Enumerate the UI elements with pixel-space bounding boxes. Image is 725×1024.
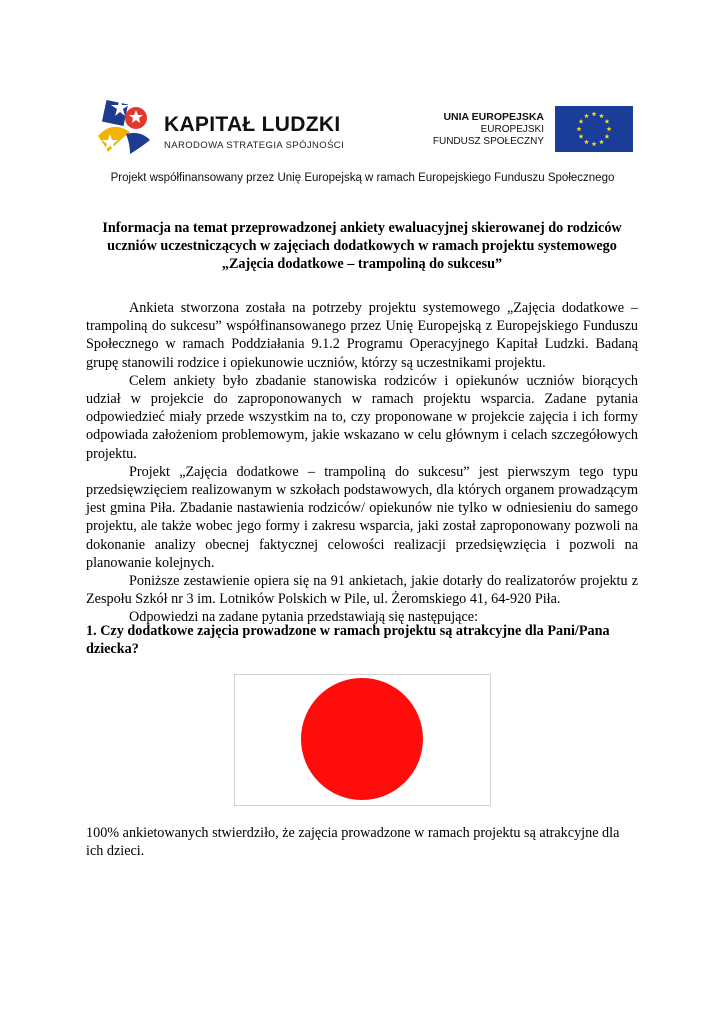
eu-fund-line-1: EUROPEJSKI [480, 124, 544, 135]
paragraph: Projekt „Zajęcia dodatkowe – trampoliną do sukcesu” jest pierwszym tego typu przedsięwzięciem realizowanym w szkołach podstawowych, dla których organem prowadzącym jest gmina Piła. Zbadanie nastawienia rodziców/ opiekunów nie tylko w odniesieniu do samego projektu, ale także wobec jego formy i zakresu wsparcia, jaki został zaproponowany pozwoli na dokonanie analizy obecnej faktycznej celowości realizacji przedsięwzięcia i pozwoli na planowanie kolejnych. [86, 463, 638, 571]
kapital-ludzki-title: KAPITAŁ LUDZKI [164, 113, 341, 136]
paragraph: Odpowiedzi na zadane pytania przedstawiają się następujące: [129, 609, 479, 626]
cofinancing-caption: Projekt współfinansowany przez Unię Europejską w ramach Europejskiego Funduszu Społecznego [110, 172, 615, 184]
answer-1: 100% ankietowanych stwierdziło, że zajęcia prowadzone w ramach projektu są atrakcyjne dla ich dzieci. [86, 825, 620, 860]
kapital-ludzki-subtitle: NARODOWA STRATEGIA SPÓJNOŚCI [164, 140, 345, 151]
pie-chart-canvas [235, 675, 490, 805]
kapital-ludzki-logo-icon [90, 96, 160, 162]
eu-title: UNIA EUROPEJSKA [443, 111, 544, 123]
pie-slice [301, 678, 423, 800]
pie-chart [234, 674, 491, 806]
eu-flag-icon [555, 106, 633, 152]
document-body [86, 299, 638, 627]
paragraph: Poniższe zestawienie opiera się na 91 ankietach, jakie dotarły do realizatorów projektu z Zespołu Szkół nr 3 im. Lotników Polskich w Pile, ul. Żeromskiego 41, 64-920 Piła. [86, 573, 638, 608]
paragraph: Ankieta stworzona została na potrzeby projektu systemowego „Zajęcia dodatkowe – trampoliną do sukcesu” współfinansowanego przez Unię Europejską z Europejskiego Funduszu Społecznego w ramach Poddziałania 9.1.2 Programu Operacyjnego Kapitał Ludzki. Badaną grupę stanowili rodzice i opiekunowie uczniów, którzy są uczestnikami projektu. [86, 300, 638, 371]
question-1: 1. Czy dodatkowe zajęcia prowadzone w ramach projektu są atrakcyjne dla Pani/Pana dziecka? [86, 623, 610, 658]
document-title: Informacja na temat przeprowadzonej ankiety ewaluacyjnej skierowanej do rodziców uczniów uczestniczących w zajęciach dodatkowych w ramach projektu systemowego „Zajęcia dodatkowe – trampoliną do sukcesu” [102, 220, 622, 272]
paragraph: Celem ankiety było zbadanie stanowiska rodziców i opiekunów uczniów biorących udział w projekcie do zaproponowanych w ramach projektu wsparcia. Zadane pytania odpowiedzieć miały przede wszystkim na to, czy proponowane w projekcie zajęcia i ich formy odpowiada założeniom problemowym, jakie wskazano w celu głównym i celach szczegółowych projektu. [86, 372, 638, 462]
eu-fund-line-2: FUNDUSZ SPOŁECZNY [432, 136, 544, 147]
